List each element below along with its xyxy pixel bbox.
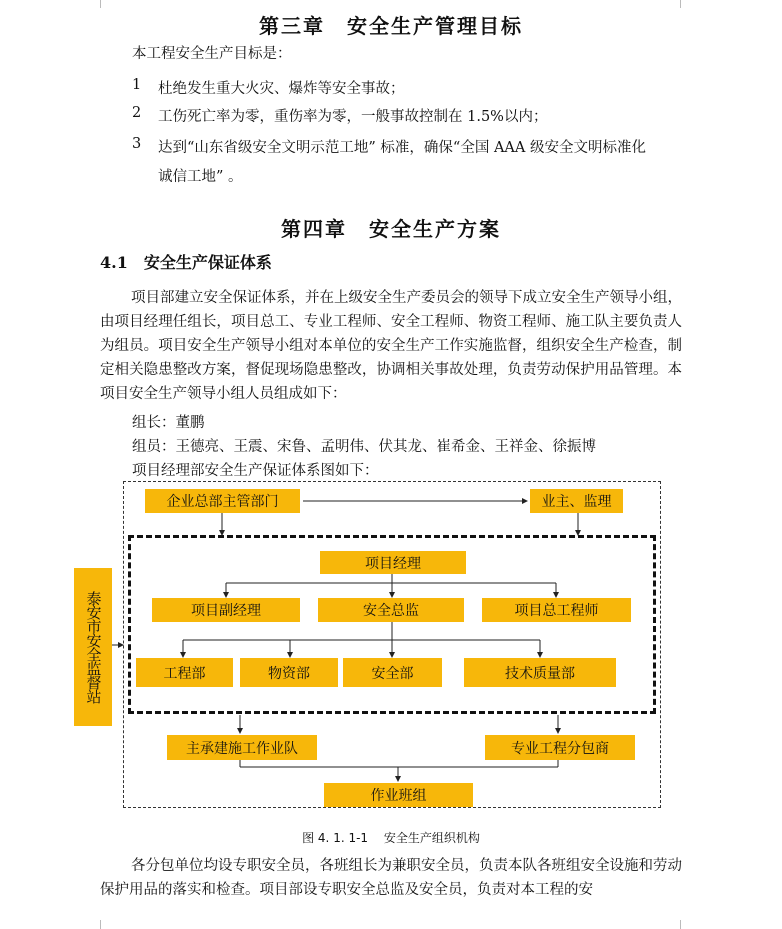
chief-engineer-box: 项目总工程师 <box>482 598 631 622</box>
figure-caption: 图 4. 1. 1-1 安全生产组织机构 <box>302 831 480 845</box>
chapter3-title: 第三章 安全生产管理目标 <box>259 14 523 38</box>
paragraph: 各分包单位均设专职安全员，各班组长为兼职安全员，负责本队各班组安全设施和劳动保护用品的落实和检查。项目部设专职安全总监及安全员，负责对本工程的安 <box>100 858 682 898</box>
tech-quality-dept-box: 技术质量部 <box>464 658 616 687</box>
safety-dept-box: 安全部 <box>343 658 442 687</box>
safety-supervision-station-box <box>74 568 112 726</box>
chapter4-title: 第四章 安全生产方案 <box>281 217 501 241</box>
materials-dept-box: 物资部 <box>240 658 338 687</box>
goal-item: 杜绝发生重大火灾、爆炸等安全事故； <box>158 81 405 97</box>
goal-item: 工伤死亡率为零，重伤率为零，一般事故控制在 1.5%以内； <box>158 109 548 125</box>
goal-item: 达到“山东省级安全文明示范工地” 标准，确保“全国 AAA 级安全文明标准化 <box>158 140 646 156</box>
goal-item-continued: 诚信工地” 。 <box>158 169 243 185</box>
engineering-dept-box: 工程部 <box>136 658 233 687</box>
safety-supervision-station-label: 泰安市安全监督站 <box>84 591 103 703</box>
group-members: 组员：王德亮、王震、宋鲁、孟明伟、伏其龙、崔希金、王祥金、徐振博 <box>132 439 596 455</box>
project-manager-box: 项目经理 <box>320 551 466 574</box>
owner-supervisor-box: 业主、监理 <box>530 489 623 513</box>
safety-director-box: 安全总监 <box>318 598 464 622</box>
enterprise-hq-box: 企业总部主管部门 <box>145 489 300 513</box>
paragraph: 项目部建立安全保证体系，并在上级安全生产委员会的领导下成立安全生产领导小组，由项目经理任组长，项目总工、专业工程师、安全工程师、物资工程师、施工队主要负责人为组员。项目安全生产领导小组对本单位的安全生产工作实施监督，组织安全生产检查，制定相关隐患整改方案，督促现场隐患整改，协调相关事故处理，负责劳动保护用品管理。本项目安全生产领导小组人员组成如下： <box>100 290 682 402</box>
diagram-intro: 项目经理部安全生产保证体系图如下： <box>132 463 379 479</box>
goal-number: 3 <box>132 136 142 152</box>
section-heading: 4.1 安全生产保证体系 <box>100 253 272 272</box>
chapter3-intro: 本工程安全生产目标是： <box>132 46 292 62</box>
subcontractor-box: 专业工程分包商 <box>485 735 635 760</box>
work-team-box: 作业班组 <box>324 783 473 807</box>
goal-number: 1 <box>132 77 142 93</box>
group-leader: 组长：董鹏 <box>132 415 205 431</box>
main-contractor-box: 主承建施工作业队 <box>167 735 317 760</box>
goal-number: 2 <box>132 105 142 121</box>
deputy-manager-box: 项目副经理 <box>152 598 300 622</box>
